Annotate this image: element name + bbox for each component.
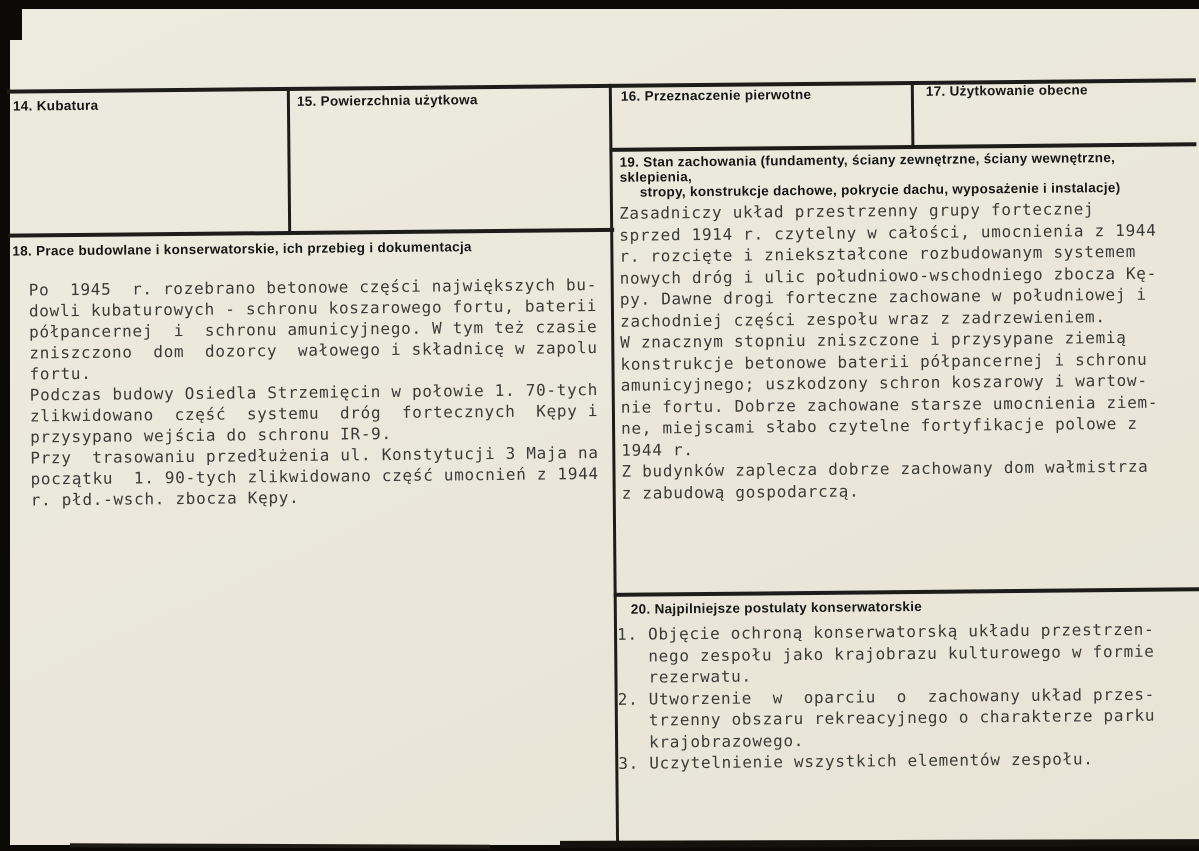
field-19-label bbox=[619, 149, 1185, 199]
list-item bbox=[617, 618, 1199, 688]
rule-top-section-20 bbox=[614, 587, 1199, 597]
list-item-text: Uczytelnienie wszystkich elementów zespołu. bbox=[649, 749, 1094, 773]
list-item-number: 2. bbox=[617, 689, 639, 709]
scan-edge-bottom-right bbox=[560, 839, 1199, 848]
rule-divider-16-17 bbox=[911, 81, 915, 148]
field-19-text: Zasadniczy układ przestrzenny grupy fortecznej sprzed 1914 r. czytelny w całości, umocnienia z 1944 r. rozcięte i zniekształcone rozbudowanym systemem nowych dróg i ulic południowo-wschodniego zbocza Kę- py. Dawne drogi forteczne zachowane w południowej i zachodniej części zespołu wraz z zadrzewieniem. W znacznym stopniu zniszczone i przysypane ziemią konstrukcje betonowe baterii półpancernej i schronu amunicyjnego; uszkodzony schron koszarowy i wartow- nie fortu. Dobrze zachowane starsze umocnienia ziem- ne, miejscami słabo czytelne fortyfikacje polowe z 1944 r. Z budynków zaplecza dobrze zachowany dom wałmistrza z zabudową gospodarczą. bbox=[618, 199, 1159, 503]
field-16-label: 16. Przeznaczenie pierwotne bbox=[620, 86, 812, 104]
list-item-number: 1. bbox=[616, 624, 638, 644]
field-19-label-line2: stropy, konstrukcje dachowe, pokrycie dachu, wyposażenie i instalacje) bbox=[639, 179, 1121, 200]
list-item bbox=[618, 747, 1199, 774]
list-item-text: Utworzenie w oparciu o zachowany układ przes- trzenny obszaru rekreacyjnego o charakterze parku krajobrazowego. bbox=[648, 684, 1156, 752]
field-19-label-line1: 19. Stan zachowania (fundamenty, ściany zewnętrzne, ściany wewnętrzne, sklepienia, bbox=[619, 150, 1120, 185]
rule-divider-14-15 bbox=[287, 87, 291, 233]
field-20-list bbox=[617, 618, 1199, 774]
rule-bottom-row-14-15 bbox=[8, 228, 614, 238]
field-20-label: 20. Najpilniejsze postulaty konserwatorskie bbox=[630, 598, 923, 617]
list-item bbox=[618, 683, 1199, 753]
field-18-label: 18. Prace budowlane i konserwatorskie, ich przebieg i dokumentacja bbox=[12, 239, 472, 259]
list-item-text: Objęcie ochroną konserwatorską układu przestrzen- nego zespołu jako krajobrazu kulturowego w formie rezerwatu. bbox=[647, 619, 1155, 687]
field-17-label: 17. Użytkowanie obecne bbox=[925, 82, 1088, 99]
field-18-text: Po 1945 r. rozebrano betonowe części największych bu- dowli kubaturowych - schronu koszarowego fortu, baterii półpancernej i schronu amunicyjnego. W tym też czasie zniszczono dom dozorcy wałowego i składnicę w zapolu fortu. Podczas budowy Osiedla Strzemięcin w połowie 1. 70-tych zlikwidowano część systemu dróg fortecznych Kępy i przysypano wejścia do schronu IR-9. Przy trasowaniu przedłużenia ul. Konstytucji 3 Maja na początku 1. 90-tych zlikwidowano część umocnień z 1944 r. płd.-wsch. zbocza Kępy. bbox=[28, 275, 599, 510]
list-item-number: 3. bbox=[618, 753, 640, 773]
field-15-label: 15. Powierzchnia użytkowa bbox=[296, 92, 478, 109]
field-14-label: 14. Kubatura bbox=[12, 97, 99, 114]
